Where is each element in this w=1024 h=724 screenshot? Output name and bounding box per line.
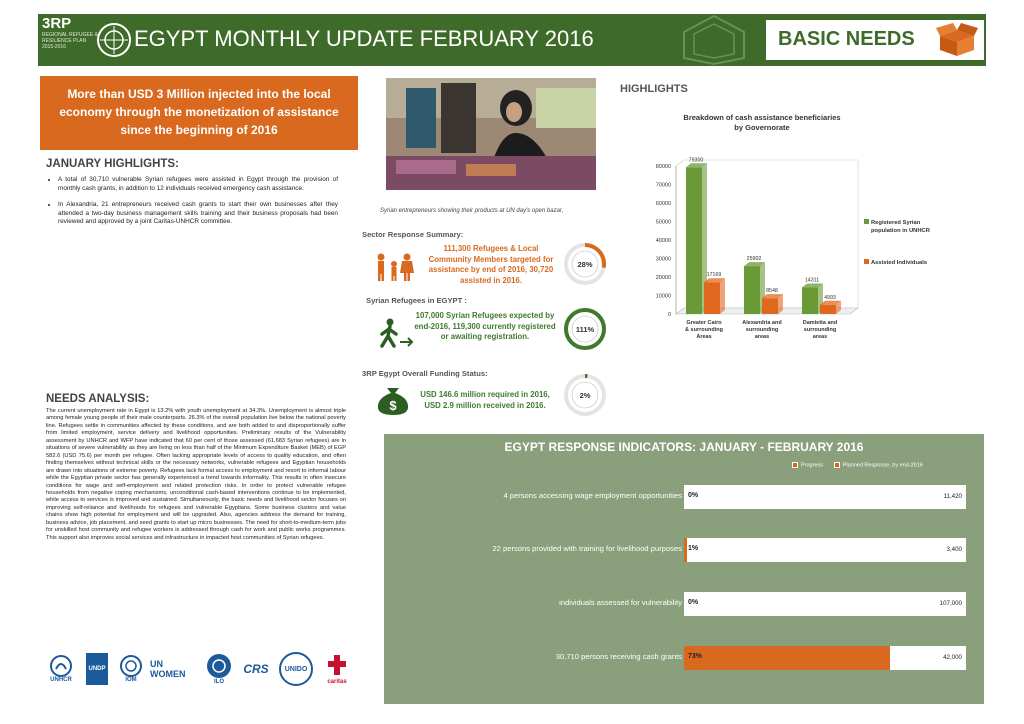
list-item: • In Alexandria, 21 entrepreneurs received cash grants to start their own businesses after they attended a two-day business management skills training and their business proposals had been reviewed and approved by a joint Caritas-UNHCR committee.: [58, 201, 338, 227]
box-icon: [934, 22, 980, 58]
unhcr-logo: UNHCR: [46, 648, 76, 690]
bar: [820, 305, 836, 314]
family-icon: [373, 252, 415, 282]
x-tick-label: Damietta and surrounding areas: [802, 320, 838, 340]
syrian-refugees-title: Syrian Refugees in EGYPT :: [366, 296, 467, 305]
page-title: EGYPT MONTHLY UPDATE FEBRUARY 2016: [134, 26, 594, 51]
y-tick-label: 20000: [655, 275, 671, 281]
data-label: 14311: [804, 277, 820, 284]
y-tick-label: 30000: [655, 256, 671, 263]
3rp-logo-text: 3RP: [42, 15, 72, 32]
undp-logo: UNDP: [84, 648, 110, 690]
syrian-refugees-text: 107,000 Syrian Refugees expected by end-2016, 119,300 currently registered or awaiting registration.: [414, 311, 556, 341]
indicator-bar: [684, 646, 966, 670]
photo-caption: Syrian entrepreneurs showing their products at UN day's open bazar,: [380, 208, 564, 214]
response-indicators-panel: [384, 434, 984, 704]
header-banner: [38, 14, 986, 66]
indicator-label: individuals assessed for vulnerability: [559, 598, 682, 607]
unido-logo: UNIDO: [278, 648, 314, 690]
indicator-row: [384, 484, 984, 510]
entrepreneurs-photo: [386, 78, 596, 190]
funding-progress-ring: [562, 372, 608, 418]
needs-analysis-text: The current unemployment rate in Egypt is 13.2% with youth unemployment at 34.3%. Unemployment is almost triple among female young people of their male counterparts. 26.3% of the overall population live below the national poverty line. Refugees settle in communities affected by these conditions, and are both added to and disproportionally suffer from limited employment, service delivery and livelihood opportunities. Preliminary results of the Vulnerability assessment by UNHCR and WFP have indicated that 60 per cent of those assessed (61,683 Syrian refugees) are in situations of severe vulnerability as they are living on less than half of the Minimum Expenditure Basket (MEB) of EGP 582.6 (USD 75.6) per month per refugee. Often lacking appropriate levels of access to quality education, and often finding themselves without technical skills or the necessary networks, vulnerable refugees and Egyptian households are drawn into situations of extreme poverty. Refugees lack formal access to employment and resort to informal labour while the Egyptian private sector has generally experienced a trend towards informality. This results in often insecure conditions for wage and self-employment and related protection risks. In order to protect vulnerable refugee households from negative coping mechanisms, unconditional cash-based interventions continue to be implemented, while access to services is improved and sustained. Simultaneously, the basic needs and livelihood sector focuses on improving self-reliance and livelihoods for refugees and vulnerable Egyptians. Some business clusters and value chains show high potential for employment and will be upgraded. Also, agencies address the demand for training, business advice, job placement, and seed grants to start up micro businesses. The need for short-to-medium-term jobs for unskilled host community and refugee workers is addressed through cash for work and public works programmes. This support also improves social services and infrastructure in impacted host communities of Syrian refugees.: [46, 408, 346, 541]
data-label: 79300: [688, 157, 704, 164]
iom-logo: IOM: [116, 648, 146, 690]
unwomen-logo: UN WOMEN: [150, 659, 186, 679]
caritas-logo: caritas: [322, 648, 352, 690]
indicator-progress-fill: [684, 646, 890, 670]
indicator-bar: [684, 485, 966, 509]
progress-swatch: [792, 462, 798, 468]
ring-percent-label: 111%: [575, 325, 595, 334]
y-tick-label: 70000: [655, 182, 671, 189]
indicator-target: 11,420: [943, 493, 962, 500]
svg-text:$: $: [389, 398, 397, 413]
indicator-target: 107,000: [939, 600, 962, 607]
indicators-title: EGYPT RESPONSE INDICATORS: JANUARY - FEBRUARY 2016: [504, 440, 864, 454]
indicator-row: [384, 537, 984, 563]
january-highlights-list: [48, 176, 338, 235]
sector-label: BASIC NEEDS: [778, 28, 915, 50]
photo-illustration: [386, 78, 596, 190]
indicator-percent: 73%: [688, 653, 703, 660]
list-item: • A total of 30,710 vulnerable Syrian refugees were assisted in Egypt through the provision of monthly cash grants, in addition to 12 individuals received emergency cash assistance.: [58, 176, 338, 193]
bar: [802, 288, 818, 314]
crs-logo: CRS: [243, 662, 269, 676]
beneficiaries-bar-chart: [620, 106, 980, 366]
indicator-label: 30,710 persons receiving cash grants: [555, 652, 682, 661]
data-label: 4993: [824, 294, 836, 301]
indicator-label: 4 persons accessing wage employment opportunities: [503, 491, 682, 500]
data-label: 8548: [766, 288, 778, 295]
ilo-logo-icon: [206, 653, 232, 679]
chart-title: Breakdown of cash assistance beneficiaries by Governorate: [683, 113, 841, 132]
indicators-legend: [792, 462, 923, 468]
sector-progress-ring: [562, 241, 608, 287]
data-label: 25902: [746, 256, 762, 263]
caritas-cross-icon: [326, 653, 348, 679]
y-tick-label: 10000: [655, 293, 671, 300]
bar: [762, 298, 778, 314]
y-tick-label: 60000: [655, 201, 671, 207]
indicator-progress-fill: [684, 538, 687, 562]
indicator-bar: [684, 592, 966, 616]
legend-swatch: [864, 219, 869, 224]
3rp-logo: [42, 16, 98, 64]
y-tick-label: 40000: [655, 238, 671, 244]
legend-swatch: [864, 259, 869, 264]
ring-percent-label: 28%: [577, 260, 593, 269]
legend-entry: Registered Syrian population in UNHCR: [871, 220, 930, 234]
indicator-percent: 0%: [688, 492, 699, 499]
funding-status-title: 3RP Egypt Overall Funding Status:: [362, 369, 488, 378]
ilo-logo: ILO: [204, 648, 234, 690]
bar: [744, 266, 760, 314]
3rp-logo-subtext: REGIONAL REFUGEE & RESILIENCE PLAN 2015-2016: [42, 32, 98, 50]
unhcr-logo-icon: [50, 655, 72, 677]
unhcr-emblem-icon: [96, 22, 132, 58]
indicator-row: [384, 591, 984, 617]
refugees-progress-ring: [562, 306, 608, 352]
iom-logo-icon: [120, 655, 142, 677]
indicator-target: 42,000: [943, 654, 962, 661]
indicator-target: 3,400: [946, 546, 962, 553]
funding-status-text: USD 146.6 million required in 2016, USD 2.9 million received in 2016.: [420, 390, 550, 410]
bar: [704, 282, 720, 314]
highlights-title: HIGHLIGHTS: [620, 83, 688, 95]
y-tick-label: 0: [667, 312, 671, 318]
partner-logos: [40, 648, 360, 692]
y-tick-label: 50000: [655, 219, 671, 226]
ornament-icon: [678, 14, 750, 66]
indicator-bar: [684, 538, 966, 562]
sector-summary-text: 111,300 Refugees & Local Community Members targeted for assistance by end of 2016, 30,720 assisted in 2016.: [428, 244, 554, 285]
y-tick-label: 80000: [655, 164, 671, 170]
legend-planned: Planned Response, by end-2016: [842, 462, 923, 469]
money-bag-icon: [375, 384, 411, 416]
indicator-percent: 1%: [688, 545, 699, 552]
data-label: 17169: [706, 272, 722, 279]
indicator-row: [384, 645, 984, 671]
headline-box: More than USD 3 Million injected into the local economy through the monetization of assistance since the beginning of 2016: [40, 76, 358, 150]
legend-progress: Progress: [801, 462, 824, 469]
planned-swatch: [834, 462, 840, 468]
legend-entry: Assisted Individuals: [871, 260, 928, 266]
x-tick-label: Greater Cairo & surrounding Areas: [685, 320, 723, 340]
sector-badge: [766, 20, 984, 60]
bar: [686, 167, 702, 314]
ring-percent-label: 2%: [579, 391, 591, 400]
sector-summary-title: Sector Response Summary:: [362, 230, 464, 239]
needs-analysis-title: NEEDS ANALYSIS:: [46, 393, 150, 405]
january-highlights-title: JANUARY HIGHLIGHTS:: [46, 158, 179, 170]
indicator-percent: 0%: [688, 599, 699, 606]
x-tick-label: Alexandria and surrounding areas: [742, 320, 782, 340]
indicator-label: 22 persons provided with training for livelihood purposes: [492, 544, 682, 553]
bar-side: [720, 278, 725, 314]
